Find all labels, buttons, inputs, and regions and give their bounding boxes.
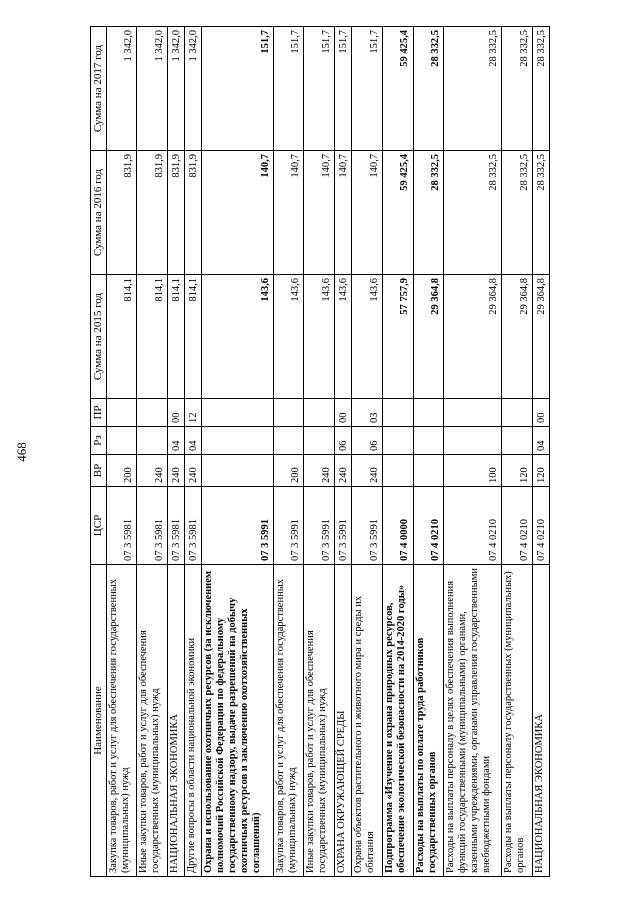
cell-sum-2015: 143,6	[335, 275, 352, 399]
cell-sum-2017: 1 342,0	[106, 27, 137, 151]
cell-rz: 04	[185, 427, 202, 455]
cell-sum-2017: 1 342,0	[185, 27, 202, 151]
table-row	[382, 27, 413, 877]
table-header-row	[91, 27, 107, 877]
cell-csr: 07 4 0000	[382, 487, 413, 565]
cell-sum-2016: 831,9	[106, 151, 137, 275]
cell-sum-2015: 57 757,9	[382, 275, 413, 399]
page-number: 468	[13, 442, 29, 462]
budget-table	[90, 26, 550, 877]
cell-vr	[202, 455, 274, 487]
cell-rz	[444, 427, 502, 455]
cell-sum-2015: 29 364,8	[502, 275, 533, 399]
cell-sum-2017: 28 332,5	[532, 27, 549, 151]
cell-sum-2016: 140,7	[304, 151, 335, 275]
cell-sum-2017: 28 332,5	[502, 27, 533, 151]
cell-vr: 240	[304, 455, 335, 487]
table-row	[106, 27, 137, 877]
cell-sum-2017: 28 332,5	[444, 27, 502, 151]
table-row	[444, 27, 502, 877]
cell-sum-2016: 140,7	[202, 151, 274, 275]
cell-sum-2017: 151,7	[202, 27, 274, 151]
cell-name: НАЦИОНАЛЬНАЯ ЭКОНОМИКА	[532, 565, 549, 877]
cell-sum-2017: 151,7	[335, 27, 352, 151]
cell-sum-2016: 28 332,5	[444, 151, 502, 275]
cell-vr: 240	[352, 455, 383, 487]
cell-name: Охрана объектов растительного и животного мира и среды их обитания	[352, 565, 383, 877]
cell-sum-2016: 140,7	[273, 151, 304, 275]
cell-pr: 03	[352, 399, 383, 427]
table-row	[413, 27, 444, 877]
cell-sum-2015: 29 364,8	[444, 275, 502, 399]
table-row	[335, 27, 352, 877]
cell-pr: 12	[185, 399, 202, 427]
cell-sum-2015: 29 364,8	[413, 275, 444, 399]
cell-vr: 240	[168, 455, 185, 487]
cell-vr: 200	[273, 455, 304, 487]
cell-name: Расходы на выплаты персоналу в целях обеспечения выполнения функций государственными (муниципальными) органами, казенными учреждениями, органами управления государственными внебюджетными фондами	[444, 565, 502, 877]
table-row	[168, 27, 185, 877]
cell-name: Расходы на выплаты по оплате труда работников государственных органов	[413, 565, 444, 877]
cell-sum-2017: 151,7	[352, 27, 383, 151]
table-row	[502, 27, 533, 877]
cell-sum-2016: 831,9	[185, 151, 202, 275]
cell-vr	[413, 455, 444, 487]
cell-sum-2016: 28 332,5	[413, 151, 444, 275]
cell-pr	[137, 399, 168, 427]
cell-vr: 240	[335, 455, 352, 487]
cell-csr: 07 3 5981	[106, 487, 137, 565]
cell-rz: 04	[168, 427, 185, 455]
cell-sum-2015: 143,6	[304, 275, 335, 399]
cell-pr	[106, 399, 137, 427]
cell-sum-2017: 28 332,5	[413, 27, 444, 151]
cell-name: ОХРАНА ОКРУЖАЮЩЕЙ СРЕДЫ	[335, 565, 352, 877]
cell-pr	[444, 399, 502, 427]
cell-pr: 00	[532, 399, 549, 427]
cell-vr: 200	[106, 455, 137, 487]
table-row	[273, 27, 304, 877]
header-sum-2016: Сумма на 2016 год	[91, 151, 107, 275]
cell-pr	[273, 399, 304, 427]
cell-pr	[502, 399, 533, 427]
cell-sum-2016: 831,9	[137, 151, 168, 275]
cell-sum-2017: 151,7	[304, 27, 335, 151]
table-row	[185, 27, 202, 877]
table-row	[532, 27, 549, 877]
cell-sum-2017: 59 425,4	[382, 27, 413, 151]
rotated-page-content	[90, 27, 550, 877]
cell-rz	[137, 427, 168, 455]
table-row	[304, 27, 335, 877]
cell-vr	[382, 455, 413, 487]
table-row	[202, 27, 274, 877]
cell-csr: 07 4 0210	[413, 487, 444, 565]
cell-rz: 06	[352, 427, 383, 455]
cell-sum-2017: 1 342,0	[168, 27, 185, 151]
cell-pr	[382, 399, 413, 427]
cell-rz	[304, 427, 335, 455]
cell-name: НАЦИОНАЛЬНАЯ ЭКОНОМИКА	[168, 565, 185, 877]
cell-vr: 240	[137, 455, 168, 487]
cell-vr: 240	[185, 455, 202, 487]
cell-csr: 07 3 5991	[335, 487, 352, 565]
cell-vr: 100	[444, 455, 502, 487]
cell-pr: 00	[335, 399, 352, 427]
cell-name: Подпрограмма «Изучение и охрана природных ресурсов, обеспечение экологической безопасности на 2014-2020 годы»	[382, 565, 413, 877]
header-rz: Рз	[91, 427, 107, 455]
header-sum-2017: Сумма на 2017 год	[91, 27, 107, 151]
cell-name: Закупка товаров, работ и услуг для обеспечения государственных (муниципальных) нужд	[106, 565, 137, 877]
cell-csr: 07 3 5991	[304, 487, 335, 565]
cell-sum-2015: 143,6	[273, 275, 304, 399]
table-row	[137, 27, 168, 877]
cell-rz	[273, 427, 304, 455]
cell-name: Иные закупки товаров, работ и услуг для обеспечения государственных (муниципальных) нужд	[304, 565, 335, 877]
cell-sum-2015: 814,1	[137, 275, 168, 399]
cell-rz: 06	[335, 427, 352, 455]
cell-csr: 07 3 5981	[137, 487, 168, 565]
cell-pr	[304, 399, 335, 427]
cell-csr: 07 3 5981	[185, 487, 202, 565]
cell-name: Иные закупки товаров, работ и услуг для обеспечения государственных (муниципальных) нужд	[137, 565, 168, 877]
cell-csr: 07 3 5981	[168, 487, 185, 565]
cell-sum-2015: 814,1	[168, 275, 185, 399]
cell-csr: 07 4 0210	[444, 487, 502, 565]
cell-csr: 07 3 5991	[352, 487, 383, 565]
cell-sum-2016: 140,7	[335, 151, 352, 275]
header-vr: ВР	[91, 455, 107, 487]
header-pr: ПР	[91, 399, 107, 427]
cell-sum-2017: 151,7	[273, 27, 304, 151]
cell-sum-2016: 59 425,4	[382, 151, 413, 275]
cell-sum-2016: 28 332,5	[532, 151, 549, 275]
cell-rz	[413, 427, 444, 455]
table-body	[106, 27, 549, 877]
header-csr: ЦСР	[91, 487, 107, 565]
cell-sum-2015: 814,1	[106, 275, 137, 399]
cell-sum-2016: 831,9	[168, 151, 185, 275]
cell-name: Закупка товаров, работ и услуг для обеспечения государственных (муниципальных) нужд	[273, 565, 304, 877]
cell-sum-2015: 814,1	[185, 275, 202, 399]
cell-csr: 07 3 5991	[202, 487, 274, 565]
cell-rz	[202, 427, 274, 455]
cell-sum-2015: 29 364,8	[532, 275, 549, 399]
cell-pr: 00	[168, 399, 185, 427]
cell-name: Расходы на выплаты персоналу государственных (муниципальных) органов	[502, 565, 533, 877]
cell-pr	[413, 399, 444, 427]
cell-name: Охрана и использование охотничьих ресурсов (за исключением полномочий Российской Федерации по федеральному государственному надзору, выдаче разрешений на добычу охотничьих ресурсов и заключению охотхозяйственных соглашений)	[202, 565, 274, 877]
cell-vr: 120	[532, 455, 549, 487]
cell-rz: 04	[532, 427, 549, 455]
cell-sum-2016: 28 332,5	[502, 151, 533, 275]
cell-csr: 07 3 5991	[273, 487, 304, 565]
table-row	[352, 27, 383, 877]
cell-sum-2015: 143,6	[202, 275, 274, 399]
cell-rz	[106, 427, 137, 455]
cell-csr: 07 4 0210	[502, 487, 533, 565]
cell-sum-2017: 1 342,0	[137, 27, 168, 151]
cell-rz	[382, 427, 413, 455]
header-sum-2015: Сумма на 2015 год	[91, 275, 107, 399]
cell-csr: 07 4 0210	[532, 487, 549, 565]
cell-sum-2016: 140,7	[352, 151, 383, 275]
cell-vr: 120	[502, 455, 533, 487]
cell-name: Другие вопросы в области национальной экономики	[185, 565, 202, 877]
header-name: Наименование	[91, 565, 107, 877]
cell-rz	[502, 427, 533, 455]
cell-pr	[202, 399, 274, 427]
cell-sum-2015: 143,6	[352, 275, 383, 399]
